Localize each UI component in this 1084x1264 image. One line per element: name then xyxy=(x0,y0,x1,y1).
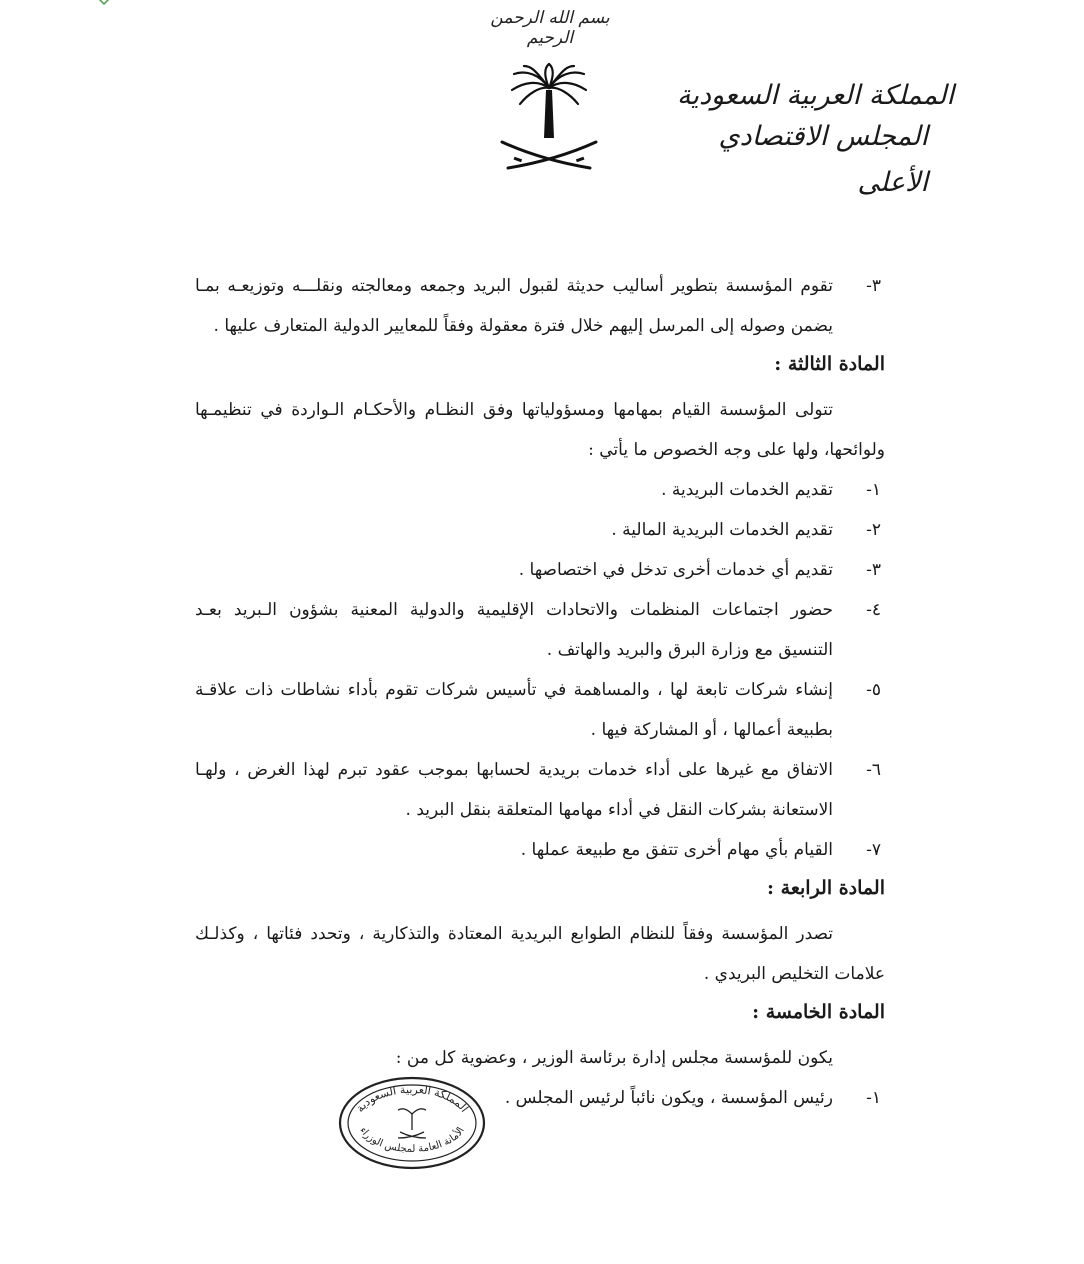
list-item xyxy=(195,830,885,870)
official-seal-icon xyxy=(336,1074,488,1172)
item-text-line: بطبيعة أعمالها ، أو المشاركة فيها . xyxy=(590,720,833,740)
item-text-line: إنشاء شركات تابعة لها ، والمساهمة في تأسيس شركات تقوم بأداء نشاطات ذات علاقـة xyxy=(195,680,833,700)
org-line-1: المملكة العربية السعودية xyxy=(676,80,954,111)
seal-text-top: المملكة العربية السعودية xyxy=(353,1082,471,1115)
item-text-line: الاتفاق مع غيرها على أداء خدمات بريدية لحسابها بموجب عقود تبرم لهذا الغرض ، ولهـا xyxy=(195,760,833,780)
paragraph-line: تصدر المؤسسة وفقاً للنظام الطوابع البريدية المعتادة والتذكارية ، وتحدد فئاتها ، وكذلـك xyxy=(195,924,833,944)
item-text-line: حضور اجتماعات المنظمات والاتحادات الإقليمية والدولية المعنية بشؤون الـبريد بعـد xyxy=(195,600,833,620)
item-text-line: التنسيق مع وزارة البرق والبريد والهاتف . xyxy=(546,640,833,660)
item-number: ٤- xyxy=(866,600,881,620)
list-item xyxy=(195,470,885,510)
item-number: ٣- xyxy=(866,560,881,580)
item-number: ٢- xyxy=(866,520,881,540)
item-text-line: تقديم أي خدمات أخرى تدخل في اختصاصها . xyxy=(518,560,833,580)
item-number: ٦- xyxy=(866,760,881,780)
list-item xyxy=(195,550,885,590)
item-text-line: الاستعانة بشركات النقل في أداء مهامها المتعلقة بنقل البريد . xyxy=(405,800,833,820)
list-item xyxy=(195,1078,885,1118)
list-item xyxy=(195,670,885,750)
basmala: بسم الله الرحمن الرحيم xyxy=(490,8,610,48)
paragraph-line: يكون للمؤسسة مجلس إدارة برئاسة الوزير ، وعضوية كل من : xyxy=(395,1048,833,1068)
item-text-line: تقديم الخدمات البريدية . xyxy=(661,480,833,500)
article-3-intro xyxy=(195,390,885,430)
item-number: ١- xyxy=(866,480,881,500)
article-3-heading: المادة الثالثة : xyxy=(774,353,885,375)
item-text-line: يضمن وصوله إلى المرسل إليهم خلال فترة معقولة وفقاً للمعايير الدولية المتعارف عليها . xyxy=(213,316,833,336)
seal-text-bottom: الأمانة العامة لمجلس الوزراء xyxy=(357,1125,467,1155)
list-item xyxy=(195,266,885,346)
org-line-2: المجلس الاقتصادي الأعلى xyxy=(718,121,928,198)
item-number: ٣- xyxy=(866,276,881,296)
paragraph-line: ولوائحها، ولها على وجه الخصوص ما يأتي : xyxy=(588,440,885,460)
svg-text:المملكة العربية السعودية xyxy=(353,1083,471,1115)
list-item xyxy=(195,510,885,550)
corner-mark-icon xyxy=(96,0,112,6)
article-5-heading: المادة الخامسة : xyxy=(752,1001,885,1023)
article-4-heading: المادة الرابعة : xyxy=(767,877,885,899)
palm-swords-emblem-icon xyxy=(494,60,604,180)
organization-name xyxy=(654,78,954,206)
item-number: ١- xyxy=(866,1088,881,1108)
paragraph-line: تتولى المؤسسة القيام بمهامها ومسؤولياتها وفق النظـام والأحكـام الـواردة في تنظيمـها xyxy=(195,400,833,420)
document-body xyxy=(195,266,885,1118)
item-number: ٧- xyxy=(866,840,881,860)
list-item xyxy=(195,590,885,670)
item-text-line: تقديم الخدمات البريدية المالية . xyxy=(611,520,833,540)
item-number: ٥- xyxy=(866,680,881,700)
item-text-line: رئيس المؤسسة ، ويكون نائباً لرئيس المجلس . xyxy=(504,1088,833,1108)
paragraph-line: علامات التخليص البريدي . xyxy=(703,964,885,984)
list-item xyxy=(195,750,885,830)
item-text-line: تقوم المؤسسة بتطوير أساليب حديثة لقبول البريد وجمعه ومعالجته ونقلـــه وتوزيعـه بمـا xyxy=(195,276,833,296)
item-text-line: القيام بأي مهام أخرى تتفق مع طبيعة عملها . xyxy=(520,840,833,860)
